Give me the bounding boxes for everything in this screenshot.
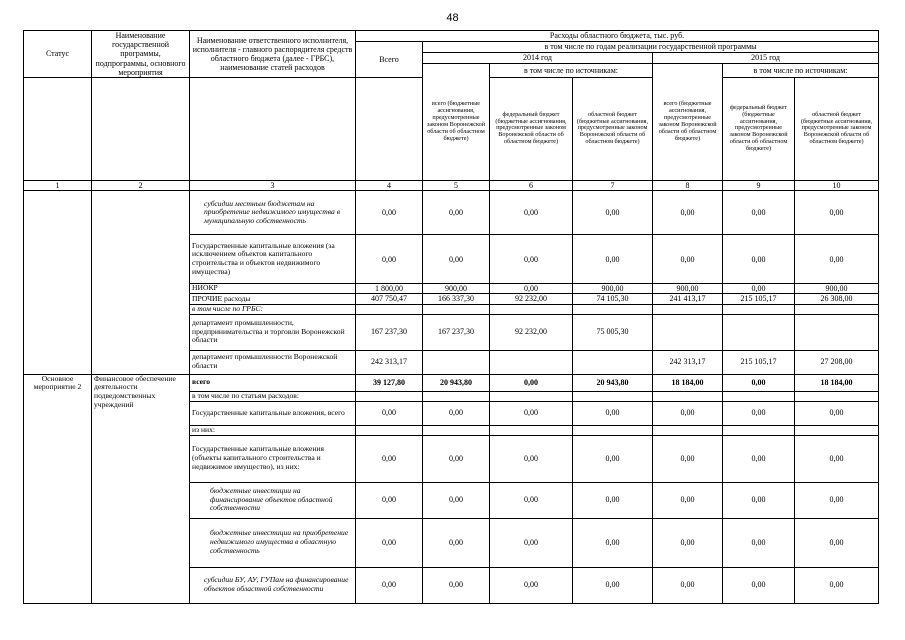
value-2015-all: 241 413,17 (653, 294, 723, 304)
value-total: 0,00 (356, 235, 423, 284)
status-cell (24, 191, 92, 374)
header-responsible: Наименование ответственного исполнителя, исполнителя - главного распорядителя средств областного бюджета (далее - ГРБС), наименование статей расходов (190, 31, 356, 78)
value-2015-all: 242 313,17 (653, 350, 723, 374)
value-2014-fed: 0,00 (490, 235, 573, 284)
empty-cell (356, 425, 423, 435)
header-by-sources-2014: в том числе по источникам: (490, 64, 653, 78)
table-row (24, 191, 879, 235)
row-desc: Государственные капитальные вложения (объекты капитального строительства и недвижимое имущество), из них: (190, 435, 356, 482)
empty-cell (795, 304, 879, 314)
header-expenses: Расходы областного бюджета, тыс. руб. (356, 31, 879, 42)
value-2015-reg: 0,00 (795, 401, 879, 425)
header-program-name: Наименование государственной программы, подпрограммы, основного мероприятия (92, 31, 190, 78)
empty-cell (423, 425, 490, 435)
row-desc: ПРОЧИЕ расходы (190, 294, 356, 304)
empty-cell (356, 304, 423, 314)
value-2015-all: 18 184,00 (653, 374, 723, 391)
value-2014-fed: 92 232,00 (490, 314, 573, 350)
value-2015-all: 0,00 (653, 235, 723, 284)
value-2014-fed: 0,00 (490, 435, 573, 482)
value-2015-all: 0,00 (653, 401, 723, 425)
col-index: 8 (653, 180, 723, 190)
value-2015-fed: 0,00 (723, 191, 795, 235)
value-2014-reg: 20 943,80 (573, 374, 653, 391)
header-col-reg-2014: областной бюджет (бюджетные ассигнования, предусмотренные законом Воронежской области об областном бюджете) (573, 77, 653, 180)
value-2014-all: 0,00 (423, 235, 490, 284)
col-index: 5 (423, 180, 490, 190)
value-2014-fed: 92 232,00 (490, 294, 573, 304)
budget-table (23, 30, 879, 604)
value-2014-all: 20 943,80 (423, 374, 490, 391)
col-index: 3 (190, 180, 356, 190)
col-index: 9 (723, 180, 795, 190)
value-2015-reg: 26 308,00 (795, 294, 879, 304)
value-2015-fed (723, 314, 795, 350)
value-2015-reg: 0,00 (795, 567, 879, 603)
col-index: 6 (490, 180, 573, 190)
header-total-cont (356, 77, 423, 180)
header-status-cont (24, 77, 92, 180)
value-2014-reg (573, 350, 653, 374)
value-total: 0,00 (356, 567, 423, 603)
value-2014-reg: 0,00 (573, 518, 653, 567)
value-total: 167 237,30 (356, 314, 423, 350)
value-2014-fed: 0,00 (490, 401, 573, 425)
header-col-fed-2015: федеральный бюджет (бюджетные ассигнования, предусмотренные законом Воронежской области об областном бюджете) (723, 77, 795, 180)
value-2014-reg: 74 105,30 (573, 294, 653, 304)
value-2015-reg: 27 208,00 (795, 350, 879, 374)
row-desc: в том числе по статьям расходов: (190, 391, 356, 401)
header-by-years: в том числе по годам реализации государственной программы (423, 42, 879, 53)
value-2014-reg: 0,00 (573, 401, 653, 425)
header-year-2015: 2015 год (653, 53, 879, 64)
col-index: 10 (795, 180, 879, 190)
empty-cell (723, 304, 795, 314)
value-2015-reg: 0,00 (795, 191, 879, 235)
empty-cell (653, 425, 723, 435)
status-cell: Основное мероприятие 2 (24, 374, 92, 603)
value-total: 39 127,80 (356, 374, 423, 391)
row-desc: бюджетные инвестиции на приобретение недвижимого имущества в областную собственность (190, 518, 356, 567)
col-index: 4 (356, 180, 423, 190)
column-index-row (24, 180, 879, 190)
value-2014-all (423, 350, 490, 374)
row-desc: Государственные капитальные вложения (за исключением объектов капитального строительства и объектов недвижимого имущества) (190, 235, 356, 284)
value-2015-all (653, 314, 723, 350)
empty-cell (490, 425, 573, 435)
value-2015-fed: 215 105,17 (723, 350, 795, 374)
empty-cell (573, 425, 653, 435)
value-2015-reg: 0,00 (795, 518, 879, 567)
value-total: 0,00 (356, 435, 423, 482)
empty-cell (423, 391, 490, 401)
empty-cell (795, 391, 879, 401)
row-desc: департамент промышленности Воронежской области (190, 350, 356, 374)
value-2014-fed: 0,00 (490, 374, 573, 391)
row-desc: из них: (190, 425, 356, 435)
row-desc: субсидии БУ, АУ, ГУПам на финансирование объектов областной собственности (190, 567, 356, 603)
value-2015-fed: 0,00 (723, 482, 795, 518)
value-2015-fed: 0,00 (723, 435, 795, 482)
value-2015-reg: 0,00 (795, 235, 879, 284)
program-cell (92, 191, 190, 374)
value-2015-reg: 0,00 (795, 435, 879, 482)
header-responsible-cont (190, 77, 356, 180)
value-2015-reg (795, 314, 879, 350)
header-col-fed-2014: федеральный бюджет (бюджетные ассигнования, предусмотренные законом Воронежской области об областном бюджете) (490, 77, 573, 180)
header-col-reg-2015: областной бюджет (бюджетные ассигнования, предусмотренные законом Воронежской области об областном бюджете) (795, 77, 879, 180)
value-2014-all: 167 237,30 (423, 314, 490, 350)
value-2015-all: 0,00 (653, 567, 723, 603)
empty-cell (490, 304, 573, 314)
value-2015-reg: 18 184,00 (795, 374, 879, 391)
value-2015-fed: 0,00 (723, 284, 795, 294)
col-index: 1 (24, 180, 92, 190)
value-2014-reg: 900,00 (573, 284, 653, 294)
empty-cell (573, 391, 653, 401)
value-2015-reg: 900,00 (795, 284, 879, 294)
value-total: 0,00 (356, 518, 423, 567)
value-total: 0,00 (356, 401, 423, 425)
value-2015-fed: 215 105,17 (723, 294, 795, 304)
row-desc: Государственные капитальные вложения, всего (190, 401, 356, 425)
value-2014-fed: 0,00 (490, 284, 573, 294)
value-2015-all: 0,00 (653, 482, 723, 518)
value-2014-fed: 0,00 (490, 567, 573, 603)
row-desc: в том числе по ГРБС: (190, 304, 356, 314)
row-desc: департамент промышленности, предпринимательства и торговли Воронежской области (190, 314, 356, 350)
value-2015-fed: 0,00 (723, 401, 795, 425)
empty-cell (573, 304, 653, 314)
value-total: 407 750,47 (356, 294, 423, 304)
value-total: 242 313,17 (356, 350, 423, 374)
row-desc: НИОКР (190, 284, 356, 294)
value-2015-fed: 0,00 (723, 235, 795, 284)
header-col-all-2014: всего (бюджетные ассигнования, предусмотренные законом Воронежской области об областном бюджете) (423, 64, 490, 181)
value-2014-all: 0,00 (423, 401, 490, 425)
value-2014-all: 0,00 (423, 191, 490, 235)
empty-cell (723, 425, 795, 435)
header-col-all-2015: всего (бюджетные ассигнования, предусмотренные законом Воронежской области об областном бюджете) (653, 64, 723, 181)
header-status: Статус (24, 31, 92, 78)
value-2014-reg: 0,00 (573, 235, 653, 284)
value-2015-all: 900,00 (653, 284, 723, 294)
value-2015-fed: 0,00 (723, 567, 795, 603)
value-2014-all: 0,00 (423, 567, 490, 603)
value-2015-all: 0,00 (653, 518, 723, 567)
col-index: 7 (573, 180, 653, 190)
value-2014-fed: 0,00 (490, 518, 573, 567)
value-total: 1 800,00 (356, 284, 423, 294)
header-total: Всего (356, 42, 423, 78)
value-2014-reg: 0,00 (573, 435, 653, 482)
value-2014-all: 0,00 (423, 518, 490, 567)
header-year-2014: 2014 год (423, 53, 653, 64)
header-program-cont (92, 77, 190, 180)
value-2014-fed: 0,00 (490, 482, 573, 518)
header-by-sources-2015: в том числе по источникам: (723, 64, 879, 78)
value-2015-fed: 0,00 (723, 518, 795, 567)
col-index: 2 (92, 180, 190, 190)
value-2014-all: 0,00 (423, 482, 490, 518)
value-2014-fed (490, 350, 573, 374)
empty-cell (423, 304, 490, 314)
row-desc: бюджетные инвестиции на финансирование объектов областной собственности (190, 482, 356, 518)
table-row (24, 374, 879, 391)
value-2014-reg: 75 005,30 (573, 314, 653, 350)
value-2014-all: 166 337,30 (423, 294, 490, 304)
value-total: 0,00 (356, 482, 423, 518)
value-2014-fed: 0,00 (490, 191, 573, 235)
value-2014-reg: 0,00 (573, 482, 653, 518)
page-number: 48 (446, 12, 459, 24)
row-desc: субсидии местным бюджетам на приобретение недвижимого имущества в муниципальную собственность (190, 191, 356, 235)
value-2015-fed: 0,00 (723, 374, 795, 391)
value-2014-all: 900,00 (423, 284, 490, 294)
empty-cell (795, 425, 879, 435)
value-2014-reg: 0,00 (573, 567, 653, 603)
value-2014-reg: 0,00 (573, 191, 653, 235)
row-desc: всего (190, 374, 356, 391)
empty-cell (356, 391, 423, 401)
empty-cell (723, 391, 795, 401)
value-2015-all: 0,00 (653, 435, 723, 482)
value-2015-all: 0,00 (653, 191, 723, 235)
value-2015-reg: 0,00 (795, 482, 879, 518)
empty-cell (653, 391, 723, 401)
value-2014-all: 0,00 (423, 435, 490, 482)
empty-cell (653, 304, 723, 314)
value-total: 0,00 (356, 191, 423, 235)
program-cell: Финансовое обеспечение деятельности подведомственных учреждений (92, 374, 190, 603)
empty-cell (490, 391, 573, 401)
